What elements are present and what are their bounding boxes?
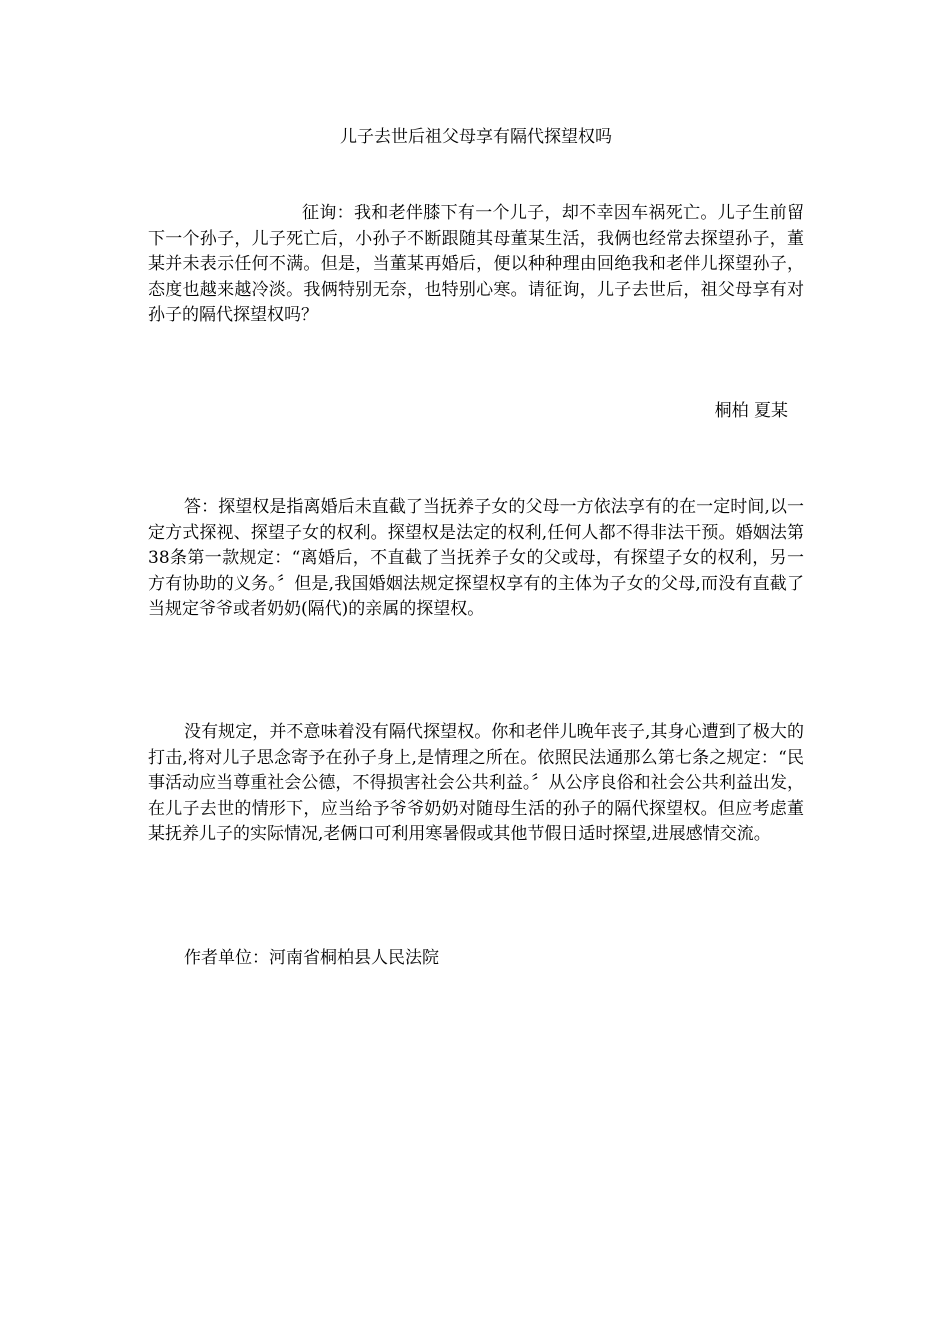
- answer-paragraph-2: 没有规定，并不意味着没有隔代探望权。你和老伴儿晚年丧子,其身心遭到了极大的打击,将对儿子思念寄予在孙子身上,是情理之所在。依照民法通那么第七条之规定：“民事活动应当尊重社会公德，不得损害社会公共利益。〞从公序良俗和社会公共利益出发，在儿子去世的情形下，应当给予爷爷奶奶对随母生活的孙子的隔代探望权。但应考虑董某抚养儿子的实际情况,老俩口可利用寒暑假或其他节假日适时探望,进展感情交流。: [148, 722, 804, 844]
- signature: 桐柏 夏某: [714, 401, 788, 421]
- document-title: 儿子去世后祖父母享有隔代探望权吗: [340, 127, 612, 147]
- author-unit: 作者单位：河南省桐柏县人民法院: [184, 948, 439, 968]
- question-paragraph: 征询：我和老伴膝下有一个儿子，却不幸因车祸死亡。儿子生前留下一个孙子，儿子死亡后，小孙子不断跟随其母董某生活，我俩也经常去探望孙子，董某并未表示任何不满。但是，当董某再婚后，便以种种理由回绝我和老伴儿探望孙子，态度也越来越冷淡。我俩特别无奈，也特别心寒。请征询，儿子去世后，祖父母享有对孙子的隔代探望权吗？: [148, 203, 804, 325]
- answer-paragraph-1: 答：探望权是指离婚后未直截了当抚养子女的父母一方依法享有的在一定时间,以一定方式探视、探望子女的权利。探望权是法定的权利,任何人都不得非法干预。婚姻法第38条第一款规定：“离婚后，不直截了当抚养子女的父或母，有探望子女的权利，另一方有协助的义务。〞但是,我国婚姻法规定探望权享有的主体为子女的父母,而没有直截了当规定爷爷或者奶奶(隔代)的亲属的探望权。: [148, 497, 804, 619]
